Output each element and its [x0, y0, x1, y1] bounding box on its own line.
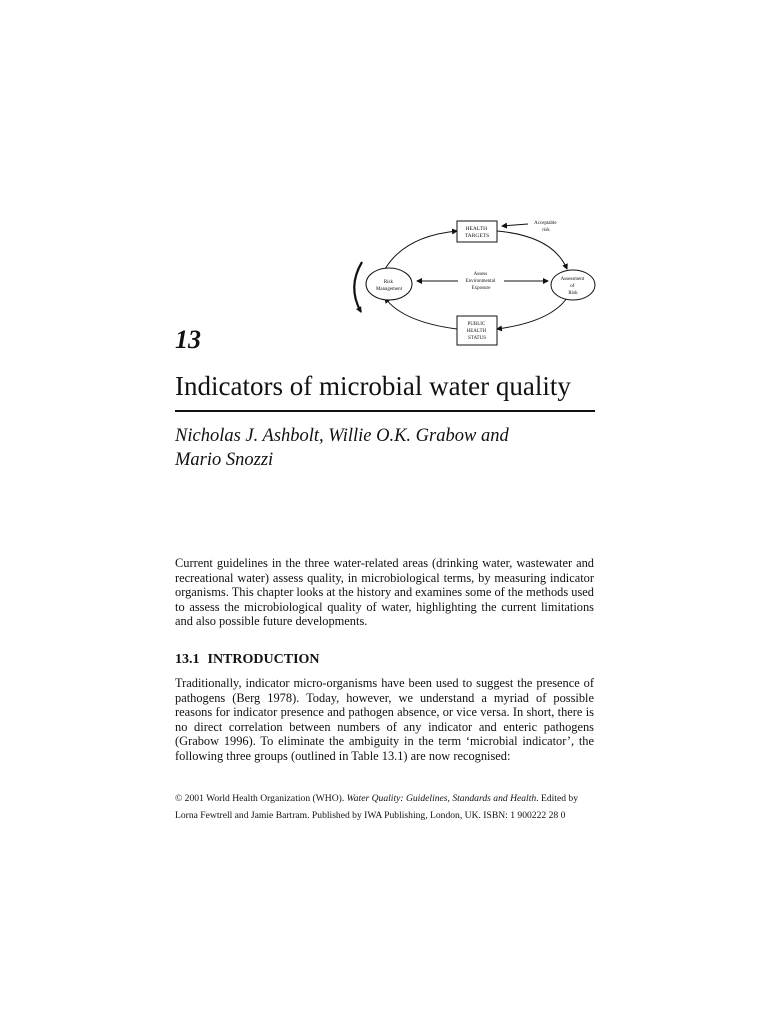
copyright-line-2: Lorna Fewtrell and Jamie Bartram. Published by IWA Publishing, London, UK. ISBN: 1 900222 28 0: [175, 810, 566, 821]
chapter-title: Indicators of microbial water quality: [175, 371, 571, 401]
acceptable-risk-arrow: [502, 224, 528, 226]
assess-exposure-label: Assess Environmental Exposure: [465, 272, 496, 291]
cycle-arc-top-right: [497, 231, 567, 269]
cycle-arc-top-left: [385, 231, 457, 269]
section-number: 13.1: [175, 652, 200, 667]
risk-management-label: Risk Management: [375, 280, 403, 292]
authors-line-2: Mario Snozzi: [175, 450, 274, 470]
title-rule: [175, 410, 595, 412]
chapter-number: 13: [175, 325, 201, 354]
copyright-prefix: © 2001 World Health Organization (WHO).: [175, 793, 347, 804]
cycle-arc-bottom-left: [385, 298, 457, 329]
health-targets-label: HEALTH TARGETS: [464, 226, 490, 239]
risk-framework-diagram: [345, 214, 605, 350]
copyright-suffix: . Edited by: [536, 793, 579, 804]
public-health-status-label: PUBLIC HEALTH STATUS: [466, 322, 487, 341]
copyright-notice: [175, 790, 605, 824]
cycle-arc-bottom-right: [497, 298, 567, 329]
section-title: INTRODUCTION: [207, 652, 320, 667]
chapter-abstract: Current guidelines in the three water-related areas (drinking water, wastewater and recreational water) assess quality, in microbiological terms, by measuring indicator organisms. This chapter looks at the history and examines some of the methods used to assess the microbiological quality of water, highlighting the current limitations and also possible future developments.: [175, 556, 594, 629]
authors-line-1: Nicholas J. Ashbolt, Willie O.K. Grabow and: [175, 426, 509, 446]
assessment-of-risk-label: Assessment of Risk: [560, 277, 585, 296]
book-title: Water Quality: Guidelines, Standards and Health: [346, 793, 537, 804]
section-body-text: Traditionally, indicator micro-organisms have been used to suggest the presence of pathogens (Berg 1978). Today, however, we understand a myriad of possible reasons for indicator presence and pathogen absence, or vice versa. In short, there is no direct correlation between numbers of any indicator and enteric pathogens (Grabow 1996). To eliminate the ambiguity in the term ‘microbial indicator’, the following three groups (outlined in Table 13.1) are now recognised:: [175, 676, 594, 763]
acceptable-risk-label: Acceptable risk: [534, 221, 557, 233]
section-heading: [175, 652, 595, 668]
chapter-authors: [175, 424, 595, 472]
feedback-arc-arrow: [354, 262, 362, 312]
